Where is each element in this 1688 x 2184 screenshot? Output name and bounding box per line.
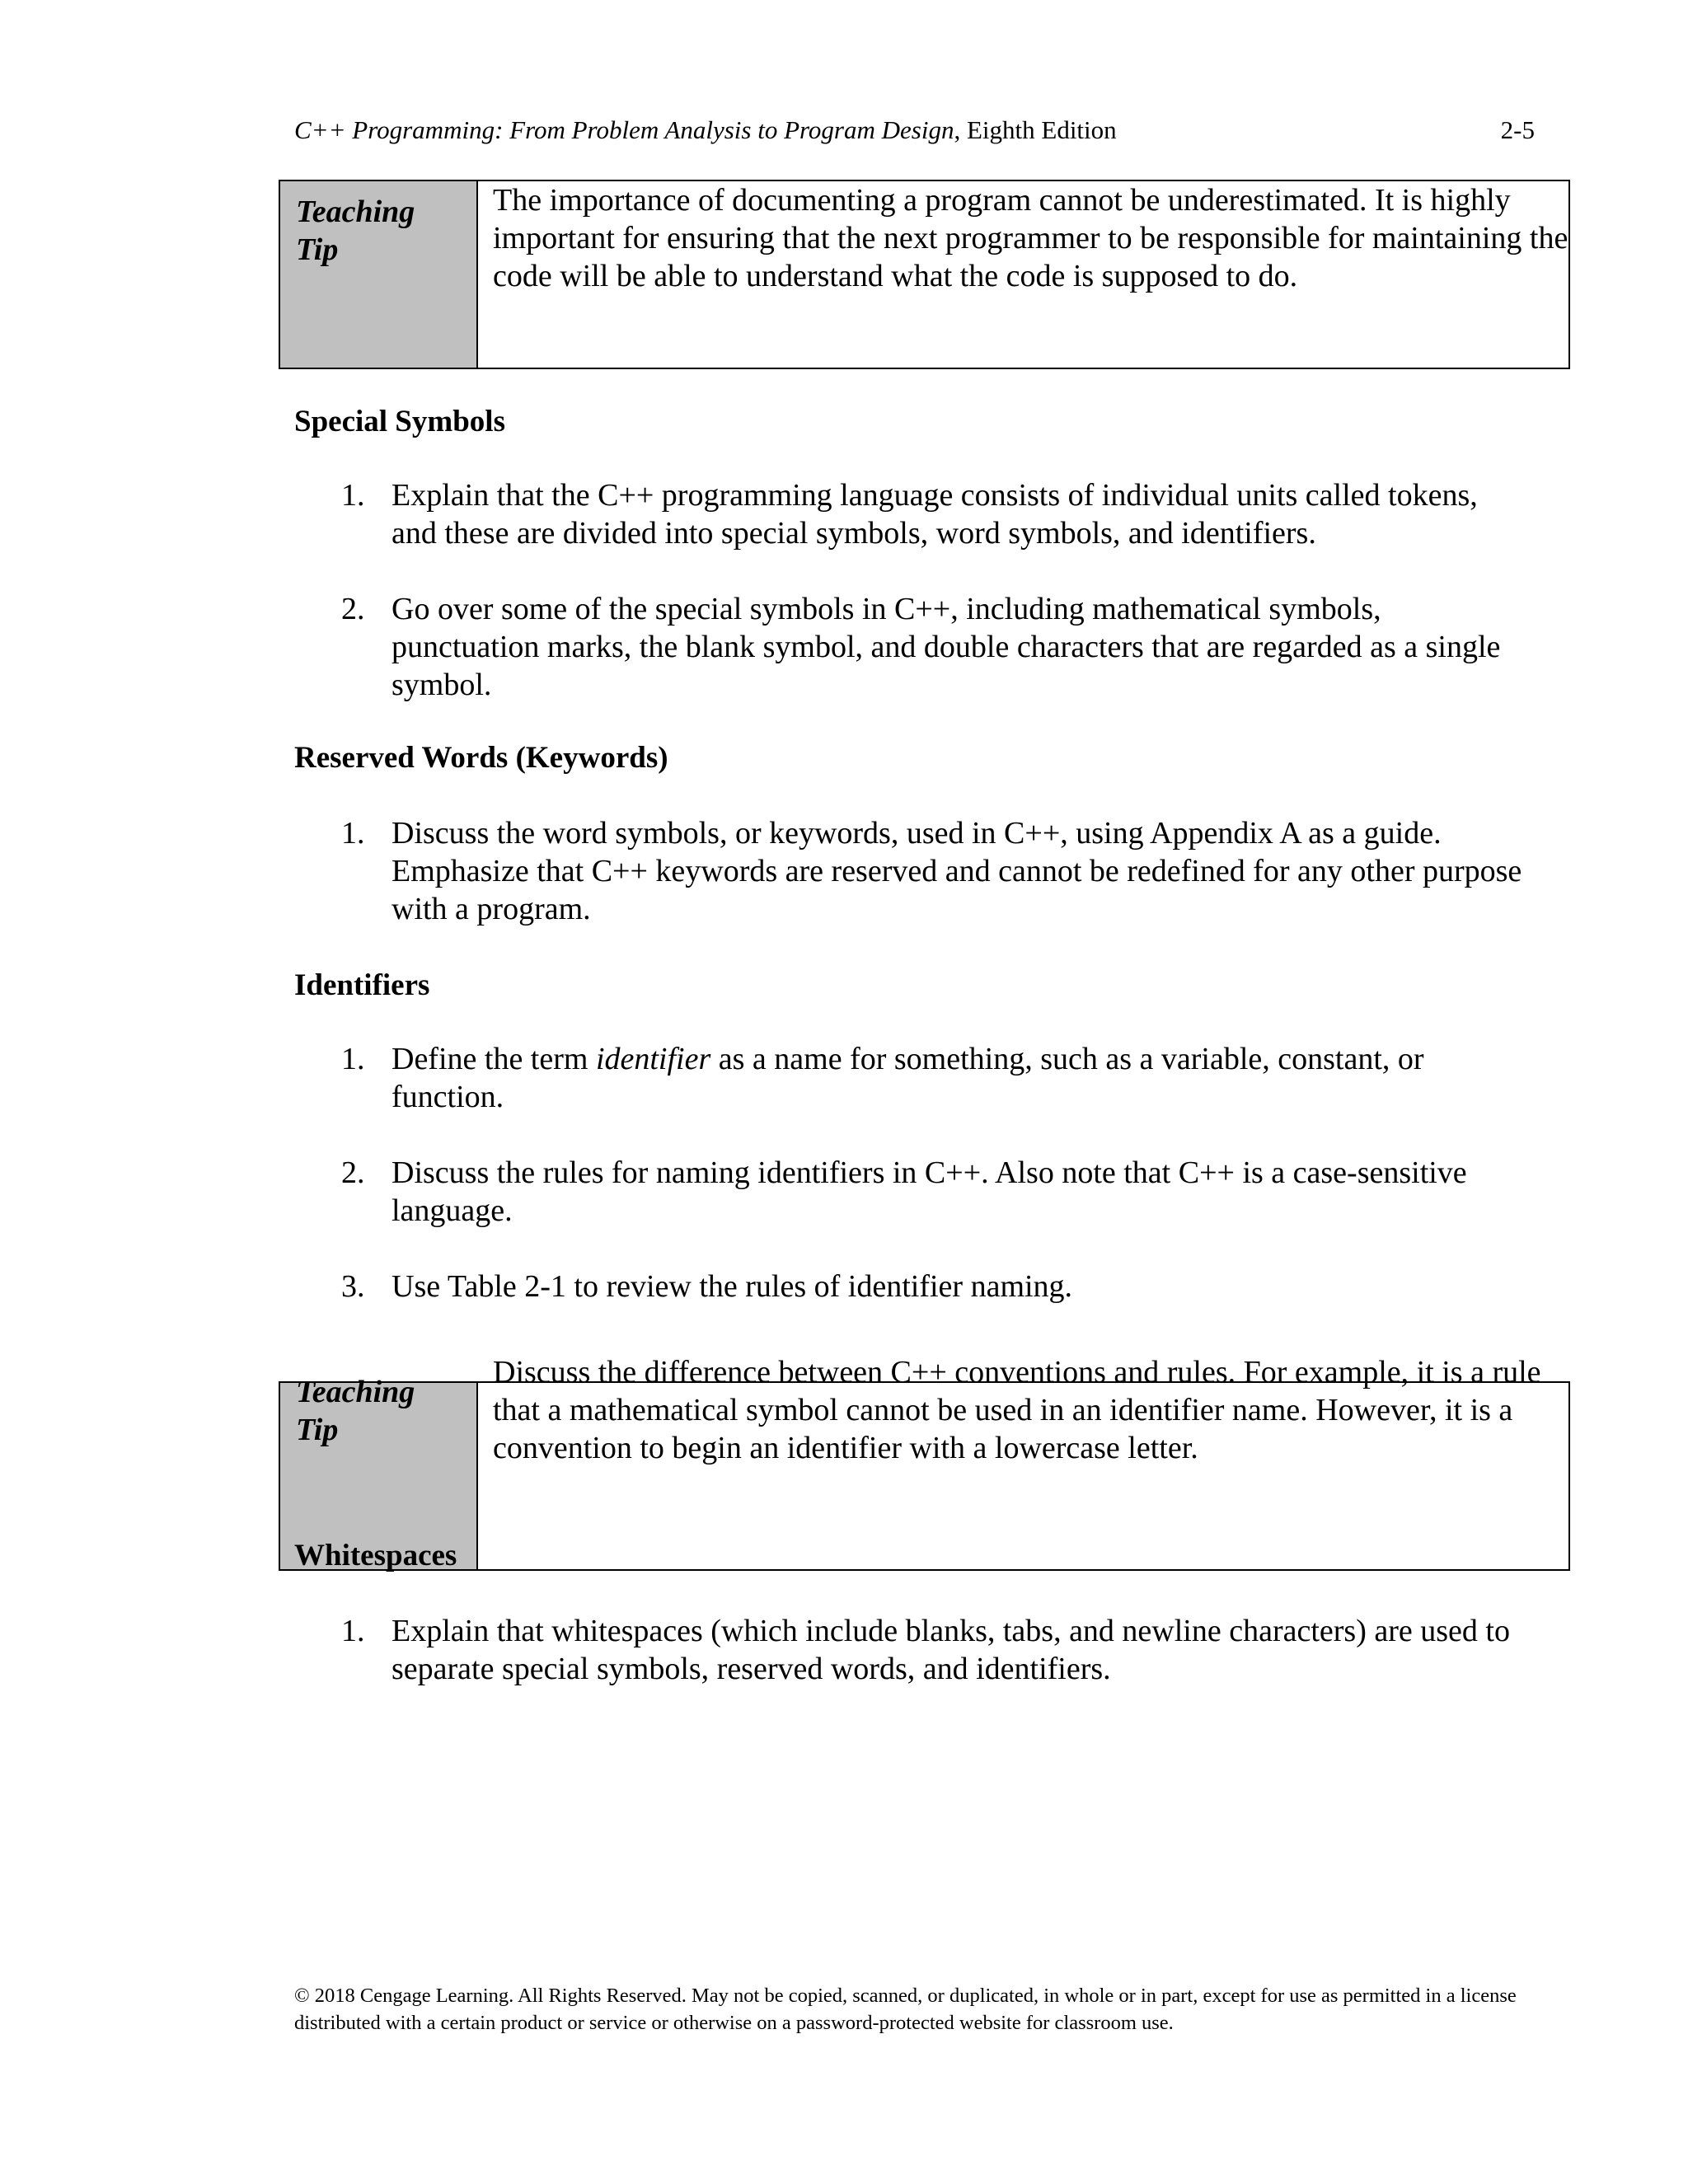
book-edition: , Eighth Edition bbox=[954, 115, 1117, 144]
teaching-tip-label bbox=[280, 181, 478, 368]
teaching-tip-box bbox=[279, 1355, 1570, 1571]
teaching-tip-label-line1: Teaching bbox=[296, 194, 415, 229]
section-heading-special-symbols: Special Symbols bbox=[294, 405, 505, 438]
teaching-tip-label-line2: Tip bbox=[296, 1413, 339, 1447]
list-item-number: 1. bbox=[341, 816, 365, 851]
whitespaces-list bbox=[341, 1612, 1528, 1688]
list-item bbox=[341, 1154, 1528, 1230]
teaching-tip-text: Discuss the difference between C++ conventions and rules. For example, it is a rule that a mathematical symbol cannot be used in an identifier name. However, it is a convention to begin an identifier with a lowercase letter. bbox=[493, 1355, 1541, 1465]
list-item-text: Explain that whitespaces (which include blanks, tabs, and newline characters) are used to separate special symbols, reserved words, and identifiers. bbox=[392, 1614, 1510, 1686]
copyright-footer: © 2018 Cengage Learning. All Rights Reserved. May not be copied, scanned, or duplicated, in whole or in part, except for use as permitted in a license distributed with a certain product or service or otherwise on a password-protected website for classroom use. bbox=[294, 1985, 1517, 2034]
list-item bbox=[341, 476, 1528, 552]
list-item bbox=[341, 1040, 1528, 1116]
teaching-tip-label-line1: Teaching bbox=[296, 1375, 415, 1409]
teaching-tip-label-line2: Tip bbox=[296, 232, 339, 267]
list-item-number: 3. bbox=[341, 1269, 365, 1304]
page-header bbox=[294, 115, 1535, 145]
list-item-number: 1. bbox=[341, 1614, 365, 1648]
reserved-words-list bbox=[341, 814, 1528, 928]
list-item-text: Explain that the C++ programming language consists of individual units called tokens, and these are divided into special symbols, word symbols, and identifiers. bbox=[392, 478, 1478, 551]
list-item bbox=[341, 1612, 1528, 1688]
list-item-text: Define the term identifier as a name for something, such as a variable, constant, or function. bbox=[392, 1042, 1424, 1114]
list-item-text: Discuss the word symbols, or keywords, used in C++, using Appendix A as a guide. Emphasize that C++ keywords are reserved and cannot be redefined for any other purpose with a program. bbox=[392, 816, 1522, 926]
list-item-number: 1. bbox=[341, 478, 365, 513]
page-number: 2-5 bbox=[1500, 115, 1535, 144]
list-item-number: 1. bbox=[341, 1042, 365, 1076]
list-item bbox=[341, 590, 1528, 704]
section-heading-identifiers: Identifiers bbox=[294, 968, 430, 1002]
list-item-number: 2. bbox=[341, 592, 365, 626]
identifier-term: identifier bbox=[595, 1042, 711, 1076]
list-item-text: Go over some of the special symbols in C++, including mathematical symbols, punctuation marks, the blank symbol, and double characters that are regarded as a single symbol. bbox=[392, 592, 1501, 702]
section-heading-whitespaces: Whitespaces bbox=[294, 1539, 457, 1572]
list-item bbox=[341, 1268, 1528, 1305]
teaching-tip-text: The importance of documenting a program cannot be underestimated. It is highly important for ensuring that the next programmer to be responsible for maintaining the code will be able to understand what the code is supposed to do. bbox=[493, 183, 1568, 293]
list-item-text: Use Table 2-1 to review the rules of identifier naming. bbox=[392, 1269, 1073, 1304]
identifiers-list bbox=[341, 1040, 1528, 1305]
list-item-text: Discuss the rules for naming identifiers in C++. Also note that C++ is a case-sensitive language. bbox=[392, 1155, 1467, 1228]
list-item bbox=[341, 814, 1528, 928]
book-title: C++ Programming: From Problem Analysis to Program Design bbox=[294, 115, 954, 144]
teaching-tip-box bbox=[279, 180, 1570, 369]
list-item-number: 2. bbox=[341, 1155, 365, 1190]
section-heading-reserved-words: Reserved Words (Keywords) bbox=[294, 741, 668, 775]
special-symbols-list bbox=[341, 476, 1528, 704]
